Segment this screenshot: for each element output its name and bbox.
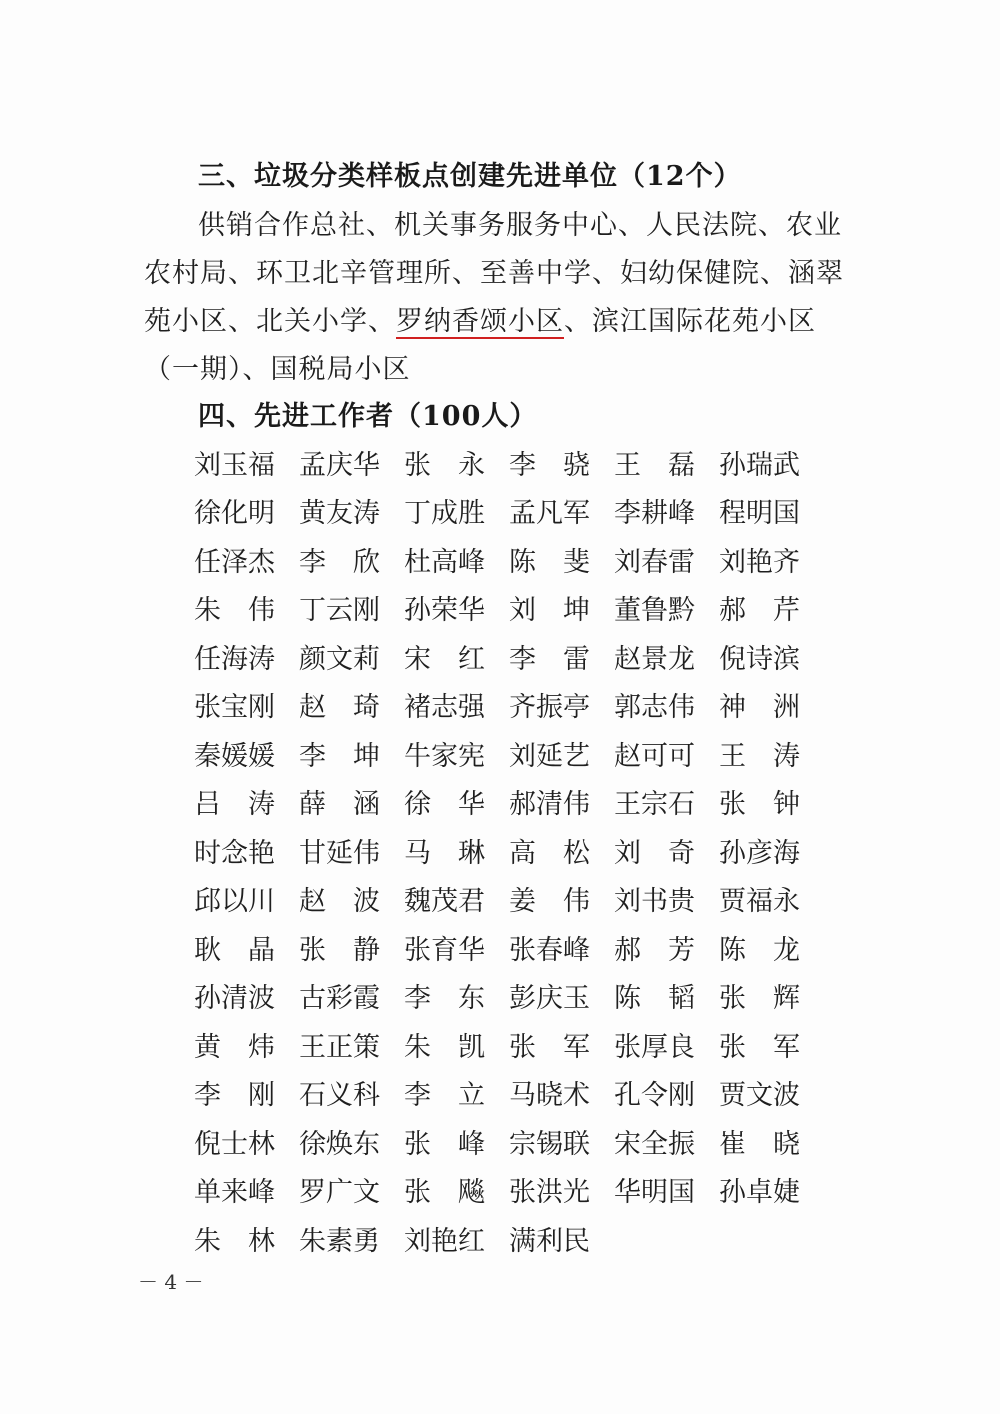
worker-name: 贾文波 — [719, 1080, 800, 1112]
worker-name-grid — [194, 438, 834, 1263]
worker-name: 崔 晓 — [719, 1128, 800, 1160]
worker-name: 张 飚 — [404, 1177, 485, 1209]
worker-name: 时念艳 — [194, 837, 275, 869]
name-row — [194, 1214, 834, 1263]
worker-name: 张春峰 — [509, 934, 590, 966]
worker-name: 张洪光 — [509, 1177, 590, 1209]
name-row — [194, 1117, 834, 1166]
worker-name: 张育华 — [404, 934, 485, 966]
worker-name: 石义科 — [299, 1080, 380, 1112]
worker-name: 李 立 — [404, 1080, 485, 1112]
worker-name: 郝 芳 — [614, 934, 695, 966]
worker-name: 任泽杰 — [194, 546, 275, 578]
worker-name: 吕 涛 — [194, 789, 275, 821]
worker-name: 刘春雷 — [614, 546, 695, 578]
section-3-unit-list — [144, 202, 844, 394]
worker-name: 张 军 — [719, 1031, 800, 1063]
unit-list-text-before: 供销合作总社、机关事务服务中心、人民法院、农业农村局、环卫北辛管理所、至善中学、妇幼保健院、涵翠苑小区、北关小学、 — [144, 210, 844, 337]
worker-name: 马 琳 — [404, 837, 485, 869]
name-row — [194, 535, 834, 584]
worker-name: 李 刚 — [194, 1080, 275, 1112]
worker-name: 孟凡军 — [509, 498, 590, 530]
worker-name: 彭庆玉 — [509, 983, 590, 1015]
worker-name: 王宗石 — [614, 789, 695, 821]
worker-name: 张 钟 — [719, 789, 800, 821]
worker-name: 耿 晶 — [194, 934, 275, 966]
name-row — [194, 438, 834, 487]
worker-name: 马晓术 — [509, 1080, 590, 1112]
worker-name: 程明国 — [719, 498, 800, 530]
worker-name: 褚志强 — [404, 692, 485, 724]
worker-name: 陈 韬 — [614, 983, 695, 1015]
worker-name: 薛 涵 — [299, 789, 380, 821]
worker-name: 赵 波 — [299, 886, 380, 918]
worker-name: 赵可可 — [614, 740, 695, 772]
worker-name: 张厚良 — [614, 1031, 695, 1063]
worker-name: 孙彦海 — [719, 837, 800, 869]
worker-name: 郝 芹 — [719, 595, 800, 627]
worker-name: 满利民 — [509, 1225, 590, 1257]
worker-name: 郝清伟 — [509, 789, 590, 821]
worker-name: 单来峰 — [194, 1177, 275, 1209]
page-number: － 4 － — [138, 1270, 204, 1294]
name-row — [194, 972, 834, 1021]
worker-name: 李耕峰 — [614, 498, 695, 530]
worker-name: 徐焕东 — [299, 1128, 380, 1160]
name-row — [194, 729, 834, 778]
worker-name: 邱以川 — [194, 886, 275, 918]
worker-name: 孙卓婕 — [719, 1177, 800, 1209]
worker-name: 王 磊 — [614, 449, 695, 481]
worker-name: 丁云刚 — [299, 595, 380, 627]
worker-name: 华明国 — [614, 1177, 695, 1209]
worker-name: 黄 炜 — [194, 1031, 275, 1063]
worker-name: 宋全振 — [614, 1128, 695, 1160]
worker-name: 董鲁黔 — [614, 595, 695, 627]
worker-name: 刘 奇 — [614, 837, 695, 869]
worker-name: 郭志伟 — [614, 692, 695, 724]
worker-name: 张 军 — [509, 1031, 590, 1063]
worker-name: 宋 红 — [404, 643, 485, 675]
name-row — [194, 487, 834, 536]
worker-name: 陈 龙 — [719, 934, 800, 966]
worker-name: 朱素勇 — [299, 1225, 380, 1257]
worker-name: 孔令刚 — [614, 1080, 695, 1112]
worker-name: 甘延伟 — [299, 837, 380, 869]
worker-name: 齐振亭 — [509, 692, 590, 724]
worker-name: 孙荣华 — [404, 595, 485, 627]
worker-name: 朱 凯 — [404, 1031, 485, 1063]
worker-name: 杜高峰 — [404, 546, 485, 578]
worker-name: 刘延艺 — [509, 740, 590, 772]
worker-name: 刘艳红 — [404, 1225, 485, 1257]
worker-name: 高 松 — [509, 837, 590, 869]
name-row — [194, 778, 834, 827]
worker-name: 刘玉福 — [194, 449, 275, 481]
section-3-heading: 三、垃圾分类样板点创建先进单位（12个） — [198, 161, 742, 192]
worker-name: 朱 伟 — [194, 595, 275, 627]
worker-name: 李 骁 — [509, 449, 590, 481]
worker-name: 孟庆华 — [299, 449, 380, 481]
worker-name: 陈 斐 — [509, 546, 590, 578]
worker-name: 李 坤 — [299, 740, 380, 772]
name-row — [194, 875, 834, 924]
name-row — [194, 1069, 834, 1118]
worker-name: 秦媛媛 — [194, 740, 275, 772]
worker-name: 倪士林 — [194, 1128, 275, 1160]
worker-name: 罗广文 — [299, 1177, 380, 1209]
worker-name: 贾福永 — [719, 886, 800, 918]
worker-name: 刘 坤 — [509, 595, 590, 627]
worker-name: 黄友涛 — [299, 498, 380, 530]
worker-name: 颜文莉 — [299, 643, 380, 675]
worker-name: 赵 琦 — [299, 692, 380, 724]
worker-name: 王正策 — [299, 1031, 380, 1063]
worker-name: 刘书贵 — [614, 886, 695, 918]
underlined-unit-name: 罗纳香颂小区 — [396, 306, 564, 337]
worker-name: 李 欣 — [299, 546, 380, 578]
worker-name: 王 涛 — [719, 740, 800, 772]
worker-name: 倪诗滨 — [719, 643, 800, 675]
worker-name: 神 洲 — [719, 692, 800, 724]
worker-name: 张宝刚 — [194, 692, 275, 724]
unit-list-text-after: 、滨江国际花苑小区（一期）、国税局小区 — [144, 306, 816, 385]
worker-name: 魏茂君 — [404, 886, 485, 918]
worker-name: 张 静 — [299, 934, 380, 966]
name-row — [194, 1166, 834, 1215]
worker-name: 任海涛 — [194, 643, 275, 675]
worker-name: 李 东 — [404, 983, 485, 1015]
name-row — [194, 1020, 834, 1069]
worker-name: 姜 伟 — [509, 886, 590, 918]
worker-name: 李 雷 — [509, 643, 590, 675]
worker-name: 古彩霞 — [299, 983, 380, 1015]
worker-name: 孙清波 — [194, 983, 275, 1015]
worker-name: 赵景龙 — [614, 643, 695, 675]
worker-name: 丁成胜 — [404, 498, 485, 530]
worker-name: 牛家宪 — [404, 740, 485, 772]
worker-name: 刘艳齐 — [719, 546, 800, 578]
worker-name: 徐化明 — [194, 498, 275, 530]
worker-name: 朱 林 — [194, 1225, 275, 1257]
name-row — [194, 826, 834, 875]
name-row — [194, 584, 834, 633]
worker-name: 张 辉 — [719, 983, 800, 1015]
worker-name: 张 峰 — [404, 1128, 485, 1160]
name-row — [194, 632, 834, 681]
worker-name: 张 永 — [404, 449, 485, 481]
section-4-heading: 四、先进工作者（100人） — [198, 401, 538, 432]
worker-name: 宗锡联 — [509, 1128, 590, 1160]
name-row — [194, 923, 834, 972]
name-row — [194, 681, 834, 730]
worker-name: 孙瑞武 — [719, 449, 800, 481]
worker-name: 徐 华 — [404, 789, 485, 821]
